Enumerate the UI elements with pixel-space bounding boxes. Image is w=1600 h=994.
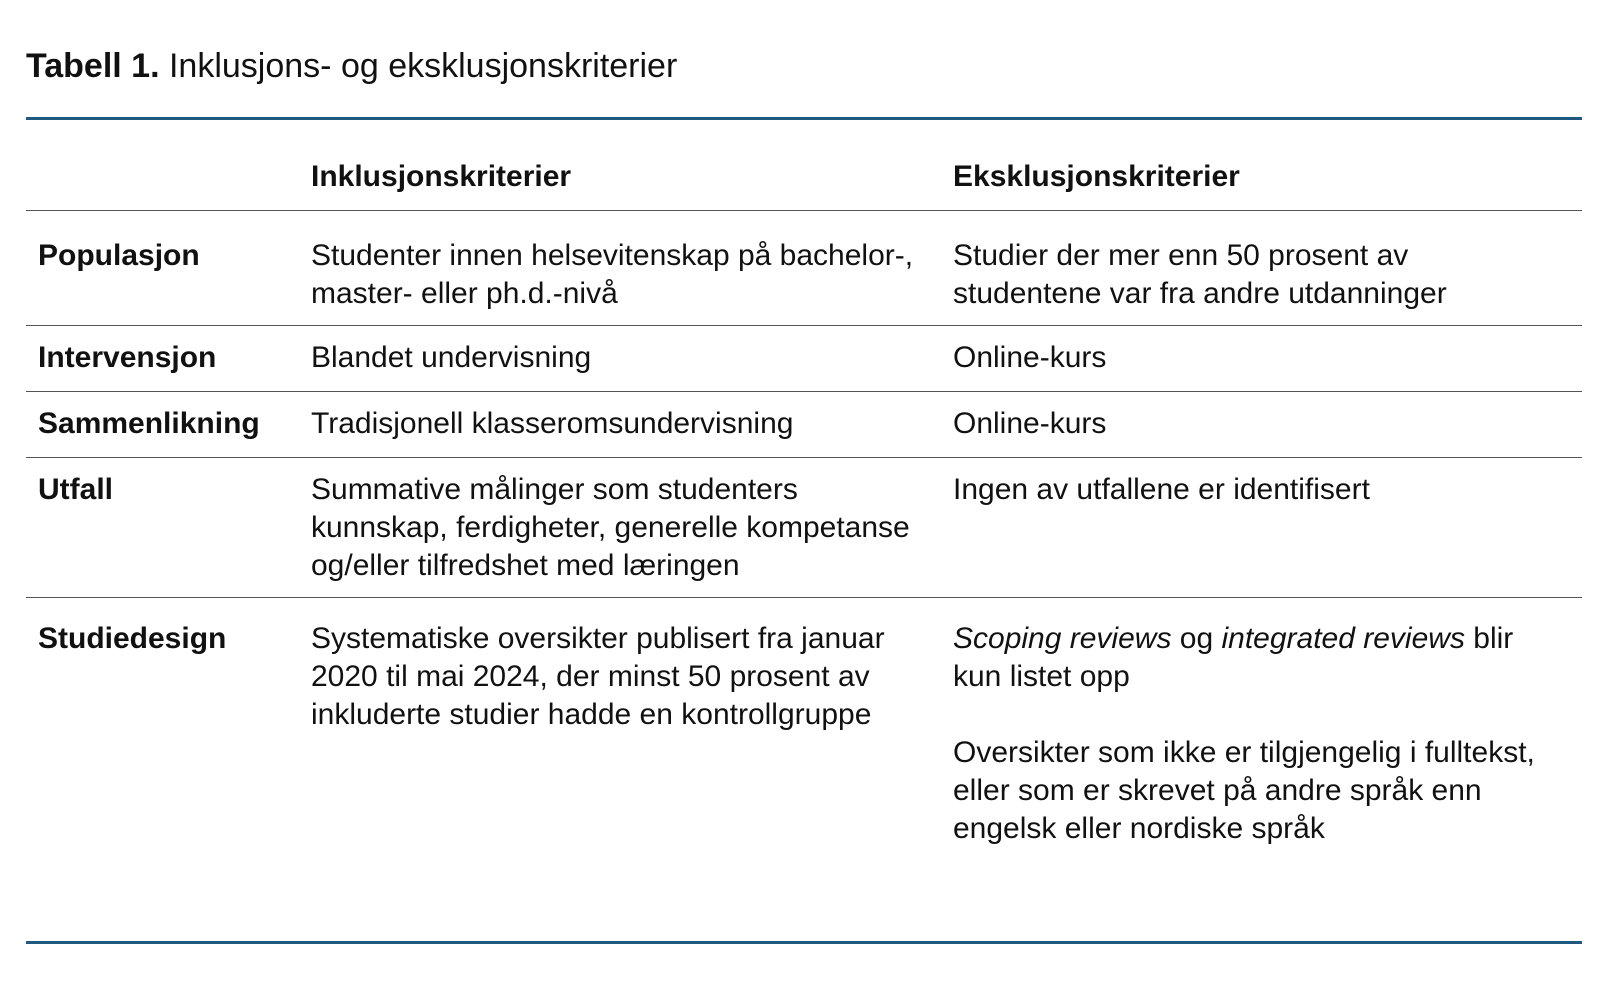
row-exclusion: Ingen av utfallene er identifisert	[953, 458, 1582, 598]
header-row	[26, 158, 1582, 211]
row-exclusion: Online-kurs	[953, 392, 1582, 458]
table-top-rule	[26, 117, 1582, 120]
exclusion-paragraph-2: Oversikter som ikke er tilgjengelig i fulltekst, eller som er skrevet på andre språk enn engelsk eller nordiske språk	[953, 736, 1535, 845]
italic-term-integrated: integrated reviews	[1221, 622, 1465, 655]
italic-term-scoping: Scoping reviews	[953, 622, 1172, 655]
row-inclusion: Studenter innen helsevitenskap på bachelor-, master- eller ph.d.-nivå	[311, 211, 953, 326]
row-category: Sammenlikning	[26, 392, 311, 458]
header-inclusion: Inklusjonskriterier	[311, 158, 953, 211]
table-row	[26, 326, 1582, 392]
row-exclusion	[953, 598, 1582, 893]
header-empty	[26, 158, 311, 211]
caption-title: Inklusjons- og eksklusjonskriterier	[168, 47, 678, 85]
row-exclusion: Studier der mer enn 50 prosent av studentene var fra andre utdanninger	[953, 211, 1582, 326]
row-inclusion: Tradisjonell klasseromsundervisning	[311, 392, 953, 458]
table-caption	[26, 44, 677, 88]
table-row	[26, 211, 1582, 326]
criteria-table	[26, 158, 1582, 892]
row-inclusion: Blandet undervisning	[311, 326, 953, 392]
row-inclusion: Systematiske oversikter publisert fra januar 2020 til mai 2024, der minst 50 prosent av inkluderte studier hadde en kontrollgruppe	[311, 622, 885, 731]
row-category: Populasjon	[26, 211, 311, 326]
table-bottom-rule	[26, 941, 1582, 944]
exclusion-paragraph-1	[953, 620, 1562, 696]
table-row	[26, 392, 1582, 458]
exclusion-tail: blir kun listet opp	[953, 622, 1514, 693]
row-category: Utfall	[26, 458, 311, 598]
exclusion-conjunction: og	[1171, 622, 1222, 655]
row-category: Studiedesign	[38, 622, 227, 655]
table-row	[26, 458, 1582, 598]
header-exclusion: Eksklusjonskriterier	[953, 158, 1582, 211]
row-exclusion: Online-kurs	[953, 326, 1582, 392]
table-row	[26, 598, 1582, 893]
row-inclusion: Summative målinger som studenters kunnskap, ferdigheter, generelle kompetanse og/eller tilfredshet med læringen	[311, 458, 953, 598]
row-category: Intervensjon	[26, 326, 311, 392]
caption-label: Tabell 1.	[26, 47, 160, 85]
